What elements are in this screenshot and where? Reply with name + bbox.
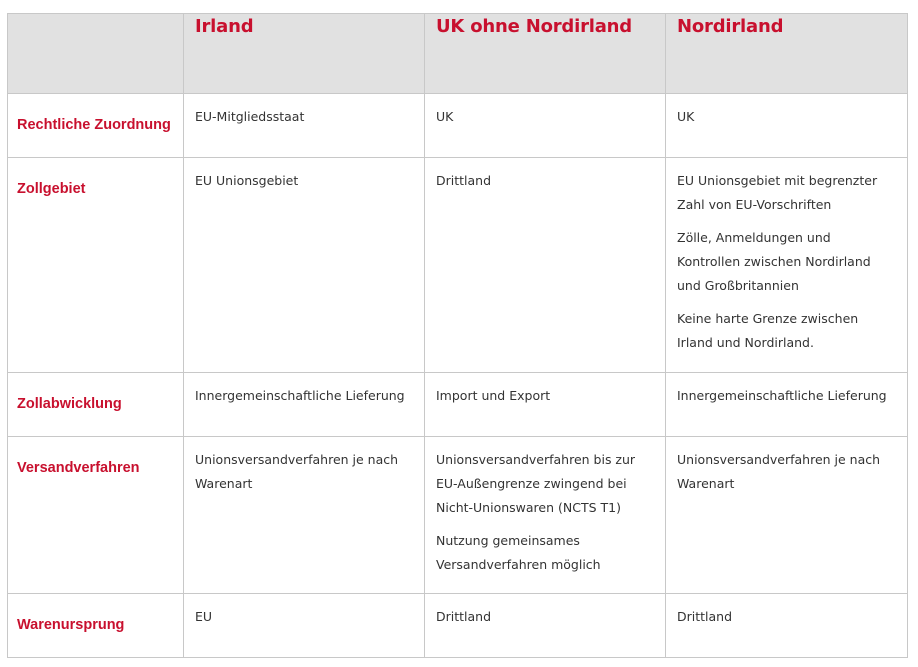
header-uk-ohne-nordirland: UK ohne Nordirland — [425, 14, 666, 94]
cell-text: EU — [195, 609, 213, 624]
cell-text: Innergemeinschaftliche Lieferung — [677, 388, 887, 403]
table-row — [8, 158, 908, 373]
row-label-zollabwicklung: Zollabwicklung — [8, 373, 184, 437]
cell-text: UK — [436, 109, 454, 124]
cell-uk — [425, 158, 666, 373]
cell-text: Keine harte Grenze zwischen Irland und Nordirland. — [677, 311, 859, 350]
row-label-versandverfahren: Versandverfahren — [8, 437, 184, 594]
cell-text: Unionsversandverfahren je nach Warenart — [677, 452, 881, 491]
cell-text: Unionsversandverfahren je nach Warenart — [195, 452, 399, 491]
cell-irland — [184, 373, 425, 437]
cell-nordirland — [666, 373, 908, 437]
cell-text: EU Unionsgebiet — [195, 173, 299, 188]
cell-irland — [184, 594, 425, 658]
cell-irland — [184, 437, 425, 594]
header-irland: Irland — [184, 14, 425, 94]
cell-irland — [184, 158, 425, 373]
table-row — [8, 594, 908, 658]
cell-text: EU-Mitgliedsstaat — [195, 109, 305, 124]
row-label-warenursprung: Warenursprung — [8, 594, 184, 658]
cell-text: Nutzung gemeinsames Versandverfahren möglich — [436, 533, 601, 572]
cell-text: Zölle, Anmeldungen und Kontrollen zwischen Nordirland und Großbritannien — [677, 230, 871, 293]
table-row — [8, 437, 908, 594]
cell-text: Innergemeinschaftliche Lieferung — [195, 388, 405, 403]
cell-text: EU Unionsgebiet mit begrenzter Zahl von EU-Vorschriften — [677, 173, 878, 212]
cell-nordirland — [666, 437, 908, 594]
table-row — [8, 373, 908, 437]
cell-irland — [184, 94, 425, 158]
cell-text: Drittland — [436, 609, 492, 624]
cell-text: Unionsversandverfahren bis zur EU-Außengrenze zwingend bei Nicht-Unionswaren (NCTS T1) — [436, 452, 636, 515]
cell-text: UK — [677, 109, 695, 124]
row-label-rechtliche-zuordnung: Rechtliche Zuordnung — [8, 94, 184, 158]
table-row — [8, 94, 908, 158]
header-nordirland: Nordirland — [666, 14, 908, 94]
comparison-table — [7, 13, 908, 658]
cell-nordirland — [666, 94, 908, 158]
cell-uk — [425, 594, 666, 658]
cell-text: Drittland — [436, 173, 492, 188]
cell-text: Import und Export — [436, 388, 551, 403]
cell-uk — [425, 373, 666, 437]
cell-nordirland — [666, 158, 908, 373]
table-header-row — [8, 14, 908, 94]
cell-nordirland — [666, 594, 908, 658]
cell-uk — [425, 94, 666, 158]
cell-text: Drittland — [677, 609, 733, 624]
cell-uk — [425, 437, 666, 594]
row-label-zollgebiet: Zollgebiet — [8, 158, 184, 373]
header-empty-cell — [8, 14, 184, 94]
